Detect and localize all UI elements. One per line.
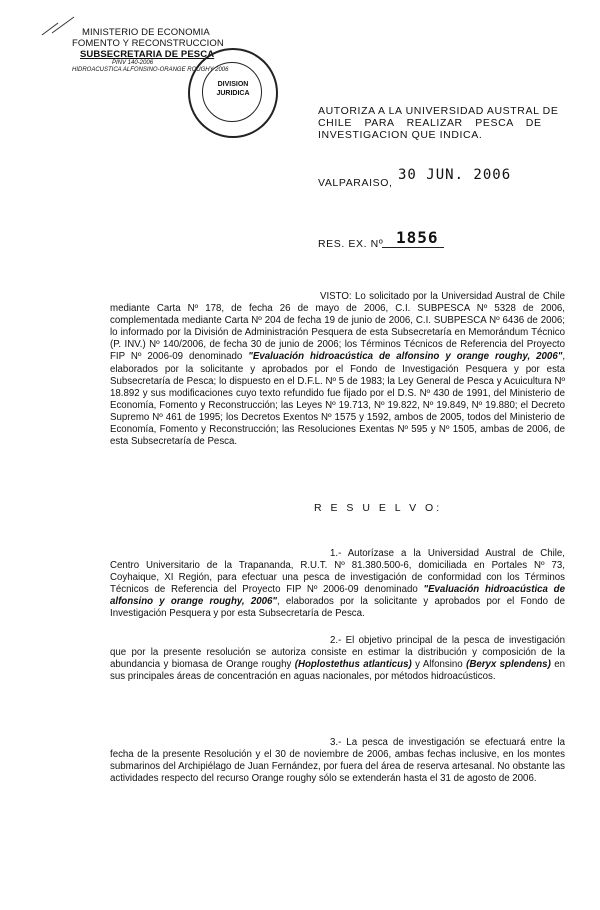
- article-2-species-1: (Hoplostethus atlanticus): [294, 659, 412, 671]
- article-2-text-rest: en sus principales áreas de concentración en aguas nacionales, por métodos hidroacústicos.: [110, 659, 565, 683]
- title-line-3: INVESTIGACION QUE INDICA.: [318, 129, 483, 141]
- reference-code: PINV 140-2006: [112, 60, 154, 66]
- ministry-name: MINISTERIO DE ECONOMIA: [82, 27, 210, 38]
- article-2-text-mid: y Alfonsino: [411, 659, 467, 671]
- place: VALPARAISO,: [318, 177, 393, 189]
- article-3-text: 3.- La pesca de investigación se efectuará entre la fecha de la presente Resolución y el 30 de noviembre de 2006, ambas fechas inclusive, en los montes submarinos del Archipiélago de Juan Fernández, por fuera del área de reserva artesanal. No obstante las actividades respecto del recurso Orange roughy sólo se extenderán hasta el 31 de agosto de 2006.: [110, 737, 565, 785]
- article-1: [110, 548, 565, 621]
- stamp-text: [190, 80, 276, 98]
- visto-paragraph: [110, 291, 565, 448]
- handwritten-mark-icon: [38, 15, 78, 39]
- visto-text-rest: , elaborados por la solicitante y aprobados por el Fondo de Investigación Pesquera y por esta Subsecretaría de Pesca; lo dispuesto en el D.F.L. Nº 5 de 1983; la Ley General de Pesca y Acuicultura Nº 18.892 y sus modificaciones cuyo texto refundido fue fijado por el D.S. Nº 430 de 1991, del Ministerio de Economía, Fomento y Reconstrucción; las Leyes Nº 19.713, Nº 19.822, Nº 19.849, Nº 19.880; el Decreto Supremo Nº 461 de 1995; los Decretos Exentos Nº 1575 y 1592, ambos de 2005, todos del Ministerio de Economía, Fomento y Reconstrucción; las Resoluciones Exentas Nº 595 y Nº 1505, ambas de 2006, de esta Subsecretaría de Pesca.: [110, 351, 566, 448]
- visto-text: VISTO: Lo solicitado por la Universidad Austral de Chile mediante Carta Nº 178, de fecha 26 de mayo de 2006, C.I. SUBPESCA Nº 5328 de 2006, complementada mediante Carta Nº 204 de fecha 19 de junio de 2006, C.I. SUBPESCA Nº 6436 de 2006; lo informado por la División de Administración Pesquera de esta Subsecretaría en Memorándum Técnico (P. INV.) Nº 140/2006, de fecha 30 de junio de 2006; los Términos Técnicos de Referencia del Proyecto FIP Nº 2006-09 denominado: [110, 291, 565, 363]
- resolution-label: RES. EX. Nº: [318, 238, 384, 250]
- stamp-line-1: DIVISION: [217, 81, 249, 88]
- reference-project: HIDROACUSTICA ALFONSINO-ORANGE ROUGHY 2006: [72, 67, 229, 73]
- title-line-2: CHILE PARA REALIZAR PESCA DE: [318, 117, 542, 129]
- article-2: [110, 635, 565, 683]
- juridical-division-stamp: [188, 48, 278, 138]
- subsecretaria-name: SUBSECRETARIA DE PESCA: [80, 49, 215, 60]
- resuelvo-heading: R E S U E L V O:: [314, 502, 443, 514]
- date-stamp: 30 JUN. 2006: [398, 167, 512, 183]
- resolution-number: 1856: [396, 228, 439, 247]
- visto-project-title: "Evaluación hidroacústica de alfonsino y orange roughy, 2006": [248, 351, 563, 363]
- article-1-text: 1.- Autorízase a la Universidad Austral de Chile, Centro Universitario de la Trapananda, R.U.T. Nº 81.380.500-6, domiciliada en Portales Nº 73, Coyhaique, XI Región, para efectuar una pesca de investigación de conformidad con los Términos Técnicos de Referencia del Proyecto FIP Nº 2006-09 denominado: [110, 548, 565, 596]
- stamp-line-2: JURIDICA: [216, 90, 250, 97]
- article-1-project-title: "Evaluación hidroacústica de alfonsino y orange roughy, 2006": [110, 584, 565, 608]
- ministry-subtitle: FOMENTO Y RECONSTRUCCION: [72, 38, 224, 49]
- header-block: [72, 27, 312, 74]
- article-1-text-rest: , elaborados por la solicitante y aprobados por el Fondo de Investigación Pesquera y por esta Subsecretaría de Pesca.: [110, 596, 565, 620]
- article-2-species-2: (Beryx splendens): [466, 659, 551, 671]
- document-title: [318, 105, 563, 141]
- title-line-1: AUTORIZA A LA UNIVERSIDAD AUSTRAL DE: [318, 105, 559, 117]
- resolution-underline: [382, 247, 444, 248]
- article-2-text: 2.- El objetivo principal de la pesca de investigación que por la presente resolución se autoriza consiste en estimar la distribución y composición de la abundancia y biomasa de Orange roughy: [110, 635, 565, 671]
- article-3: [110, 737, 565, 785]
